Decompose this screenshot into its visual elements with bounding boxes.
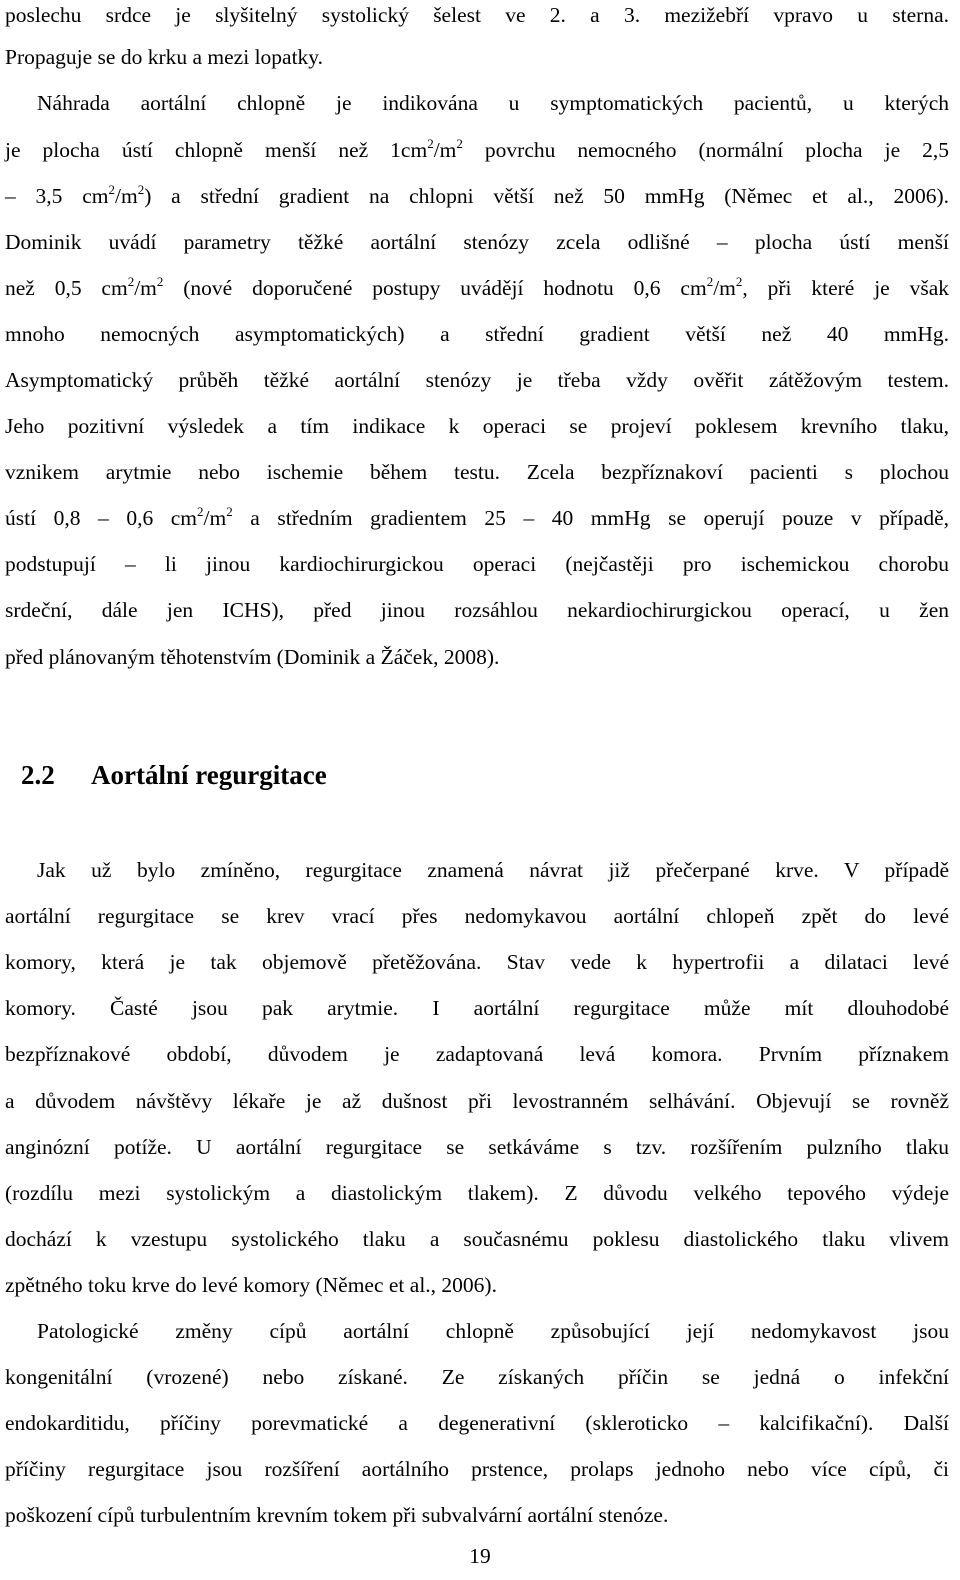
paragraph-line: Propaguje se do krku a mezi lopatky. [5,45,324,69]
paragraph-line: Patologické změny cípů aortální chlopně způsobující její nedomykavost jsou [37,1319,949,1343]
superscript: 2 [137,182,145,197]
superscript: 2 [127,274,135,289]
paragraph-line: Náhrada aortální chlopně je indikována u symptomatických pacientů, u kterých [37,91,949,115]
text-run: , při které je však [742,276,949,300]
section-heading [21,758,327,792]
superscript: 2 [156,274,164,289]
paragraph-line [5,506,949,530]
paragraph-line: poslechu srdce je slyšitelný systolický šelest ve 2. a 3. mezižebří vpravo u sterna. [5,3,949,27]
paragraph-line: vznikem arytmie nebo ischemie během testu. Zcela bezpříznakoví pacienti s plochou [5,460,949,484]
superscript: 2 [226,504,233,519]
text-run: povrchu nemocného (normální plocha je 2,5 [462,138,949,162]
text-run: /m [713,276,736,300]
text-run: a středním gradientem 25 – 40 mmHg se operují pouze v případě, [232,506,949,530]
text-run: ) a střední gradient na chlopni větší než 50 mmHg (Němec et al., 2006). [144,184,949,208]
text-run: ústí 0,8 – 0,6 cm [5,506,198,530]
paragraph-line [5,138,949,162]
paragraph-line: Asymptomatický průběh těžké aortální stenózy je třeba vždy ověřit zátěžovým testem. [5,368,949,392]
paragraph-line: mnoho nemocných asymptomatických) a střední gradient větší než 40 mmHg. [5,322,949,346]
paragraph-line [5,276,949,300]
superscript: 2 [197,504,204,519]
text-run: /m [433,138,457,162]
paragraph-line: komory. Časté jsou pak arytmie. I aortální regurgitace může mít dlouhodobé [5,996,949,1020]
superscript: 2 [706,274,714,289]
section-title: Aortální regurgitace [91,760,327,790]
superscript: 2 [456,136,463,151]
paragraph-line: před plánovaným těhotenstvím (Dominik a Žáček, 2008). [5,645,500,669]
paragraph-line: kongenitální (vrozené) nebo získané. Ze získaných příčin se jedná o infekční [5,1365,949,1389]
paragraph-line: Dominik uvádí parametry těžké aortální stenózy zcela odlišné – plocha ústí menší [5,230,949,254]
paragraph-line: a důvodem návštěvy lékaře je až dušnost při levostranném selhávání. Objevují se rovněž [5,1089,949,1113]
text-run: – 3,5 cm [5,184,109,208]
superscript: 2 [735,274,743,289]
section-number: 2.2 [21,760,55,790]
page-number: 19 [469,1544,491,1568]
paragraph-line: aortální regurgitace se krev vrací přes nedomykavou aortální chlopeň zpět do levé [5,904,949,928]
text-run: je plocha ústí chlopně menší než 1cm [5,138,428,162]
text-run: než 0,5 cm [5,276,128,300]
text-run: /m [114,184,138,208]
superscript: 2 [108,182,115,197]
paragraph-line: endokarditidu, příčiny porevmatické a degenerativní (skleroticko – kalcifikační). Další [5,1411,949,1435]
paragraph-line: zpětného toku krve do levé komory (Němec et al., 2006). [5,1273,497,1297]
paragraph-line: Jeho pozitivní výsledek a tím indikace k operaci se projeví poklesem krevního tlaku, [5,414,949,438]
paragraph-line: podstupují – li jinou kardiochirurgickou operaci (nejčastěji pro ischemickou chorobu [5,552,949,576]
paragraph-line: komory, která je tak objemově přetěžována. Stav vede k hypertrofii a dilataci levé [5,950,949,974]
paragraph-line: srdeční, dále jen ICHS), před jinou rozsáhlou nekardiochirurgickou operací, u žen [5,598,949,622]
superscript: 2 [427,136,434,151]
paragraph-line: (rozdílu mezi systolickým a diastolickým tlakem). Z důvodu velkého tepového výdeje [5,1181,949,1205]
paragraph-line: anginózní potíže. U aortální regurgitace se setkáváme s tzv. rozšířením pulzního tlaku [5,1135,949,1159]
text-run: (nové doporučené postupy uvádějí hodnotu 0,6 cm [163,276,707,300]
text-run: /m [134,276,157,300]
paragraph-line: bezpříznakové období, důvodem je zadaptovaná levá komora. Prvním příznakem [5,1042,949,1066]
paragraph-line: Jak už bylo zmíněno, regurgitace znamená návrat již přečerpané krve. V případě [37,858,949,882]
paragraph-line: poškození cípů turbulentním krevním tokem při subvalvární aortální stenóze. [5,1503,669,1527]
paragraph-line: dochází k vzestupu systolického tlaku a současnému poklesu diastolického tlaku vlivem [5,1227,949,1251]
paragraph-line: příčiny regurgitace jsou rozšíření aortálního prstence, prolaps jednoho nebo více cípů, či [5,1457,949,1481]
paragraph-line [5,184,949,208]
text-run: /m [203,506,227,530]
